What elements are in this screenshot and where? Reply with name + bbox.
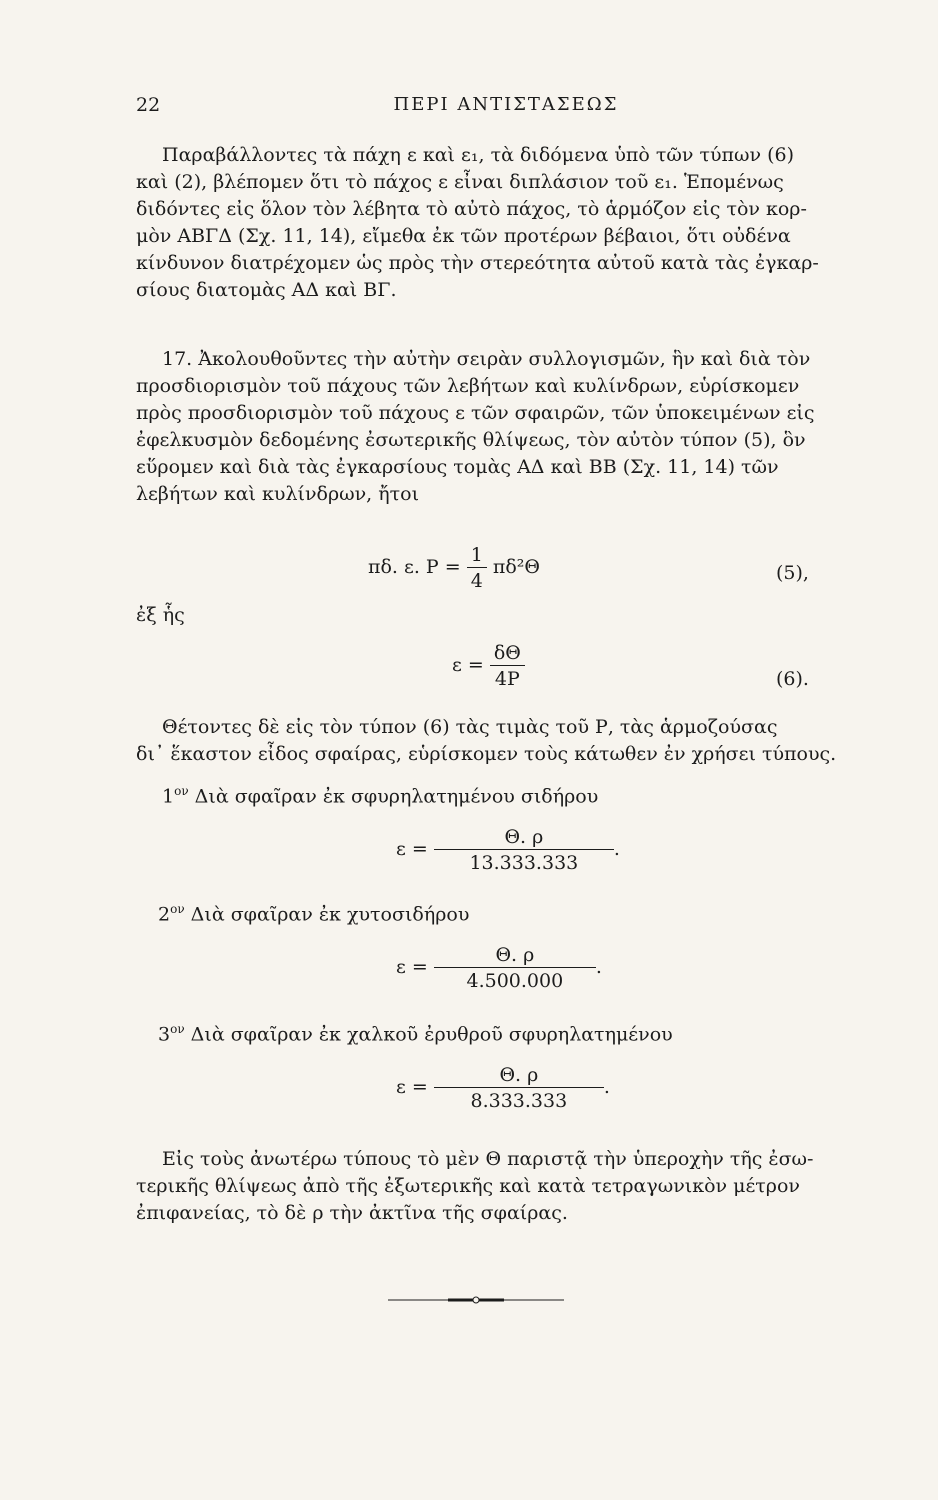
case-ordinal: 1 — [162, 785, 175, 808]
case-ordinal: 3 — [158, 1023, 171, 1046]
formula-6-lhs: ε = — [452, 654, 484, 676]
fraction-numerator: Θ. ρ — [434, 944, 596, 968]
fraction-denominator: 4Ρ — [494, 668, 520, 690]
formula-end: . — [595, 956, 602, 978]
case-ordinal-suffix: ον — [170, 902, 185, 916]
case-3-formula — [396, 1064, 610, 1112]
formula-fraction — [434, 1064, 604, 1112]
paragraph-line: καὶ (2), βλέπομεν ὅτι τὸ πάχος ε εἶναι διπλάσιον τοῦ ε₁. Ἑπομένως — [136, 171, 784, 193]
formula-end: . — [603, 1076, 610, 1098]
paragraph-line: διδόντες εἰς ὅλον τὸν λέβητα τὸ αὐτὸ πάχος, τὸ ἁρμόζον εἰς τὸν κορ- — [136, 198, 807, 220]
formula-end: . — [613, 838, 620, 860]
fraction-numerator: δΘ — [490, 642, 525, 666]
paragraph-line: προσδιορισμὸν τοῦ πάχους τῶν λεβήτων καὶ κυλίνδρων, εὑρίσκομεν — [136, 375, 800, 397]
paragraph-line: Θέτοντες δὲ εἰς τὸν τύπον (6) τὰς τιμὰς τοῦ Ρ, τὰς ἁρμοζούσας — [162, 716, 778, 738]
paragraph-17 — [136, 346, 874, 508]
paragraph-line: ἐφελκυσμὸν δεδομένης ἐσωτερικῆς θλίψεως, τὸν αὐτὸν τύπον (5), ὃν — [136, 429, 806, 451]
paragraph-line: δι᾽ ἕκαστον εἶδος σφαίρας, εὑρίσκομεν τοὺς κάτωθεν ἐν χρήσει τύπους. — [136, 743, 837, 765]
ornament-circle — [473, 1297, 479, 1303]
formula-6 — [452, 642, 525, 690]
case-2-heading — [158, 902, 469, 925]
paragraph-line: πρὸς προσδιορισμὸν τοῦ πάχους ε τῶν σφαιρῶν, τῶν ὑποκειμένων εἰς — [136, 402, 815, 424]
case-3-heading — [158, 1022, 673, 1045]
formula-6-fraction — [490, 642, 525, 690]
paragraph-line: ἐπιφανείας, τὸ δὲ ρ τὴν ἀκτῖνα τῆς σφαίρας. — [136, 1202, 568, 1224]
fraction-numerator: 1 — [467, 544, 487, 568]
paragraph-line: λεβήτων καὶ κυλίνδρων, ἤτοι — [136, 483, 420, 505]
paragraph-line: Εἰς τοὺς ἀνωτέρω τύπους τὸ μὲν Θ παριστᾷ τὴν ὑπεροχὴν τῆς ἐσω- — [162, 1148, 814, 1170]
formula-lhs: ε = — [396, 1076, 428, 1098]
case-text: Διὰ σφαῖραν ἐκ χαλκοῦ ἐρυθροῦ σφυρηλατημένου — [190, 1023, 673, 1046]
ex-hs-label: ἐξ ἧς — [136, 604, 185, 626]
equation-number-5: (5), — [776, 562, 809, 584]
case-ordinal-suffix: ον — [174, 784, 189, 798]
formula-fraction — [434, 944, 596, 992]
fraction-denominator: 13.333.333 — [469, 852, 579, 874]
fraction-numerator: Θ. ρ — [434, 826, 614, 850]
case-1-heading — [162, 784, 598, 807]
case-text: Διὰ σφαῖραν ἐκ χυτοσιδήρου — [190, 903, 470, 926]
case-ordinal-suffix: ον — [170, 1022, 185, 1036]
fraction-numerator: Θ. ρ — [434, 1064, 604, 1088]
paragraph-line: κίνδυνον διατρέχομεν ὡς πρὸς τὴν στερεότητα αὐτοῦ κατὰ τὰς ἐγκαρ- — [136, 252, 819, 274]
page-header — [136, 94, 876, 124]
formula-lhs: ε = — [396, 956, 428, 978]
paragraph-4 — [136, 1146, 874, 1227]
paragraph-line: εὕρομεν καὶ διὰ τὰς ἐγκαρσίους τομὰς ΑΔ καὶ ΒΒ (Σχ. 11, 14) τῶν — [136, 456, 779, 478]
case-ordinal: 2 — [158, 903, 171, 926]
paragraph-line: μὸν ΑΒΓΔ (Σχ. 11, 14), εἴμεθα ἐκ τῶν προτέρων βέβαιοι, ὅτι οὐδένα — [136, 225, 791, 247]
formula-lhs: ε = — [396, 838, 428, 860]
formula-fraction — [434, 826, 614, 874]
paragraph-3 — [136, 714, 874, 768]
paragraph-1 — [136, 142, 874, 304]
case-text: Διὰ σφαῖραν ἐκ σφυρηλατημένου σιδήρου — [194, 785, 599, 808]
fraction-denominator: 4.500.000 — [466, 970, 564, 992]
paragraph-line: σίους διατομὰς ΑΔ καὶ ΒΓ. — [136, 279, 397, 301]
fraction-denominator: 8.333.333 — [470, 1090, 568, 1112]
equation-number-6: (6). — [776, 668, 809, 690]
formula-5-lhs: πδ. ε. Ρ = — [368, 556, 461, 578]
page-number: 22 — [136, 94, 161, 116]
running-head: ΠΕΡΙ ΑΝΤΙΣΤΑΣΕΩΣ — [393, 94, 619, 115]
paragraph-line: 17. Ἀκολουθοῦντες τὴν αὐτὴν σειρὰν συλλογισμῶν, ἣν καὶ διὰ τὸν — [162, 348, 811, 370]
paragraph-line: τερικῆς θλίψεως ἀπὸ τῆς ἐξωτερικῆς καὶ κατὰ τετραγωνικὸν μέτρον — [136, 1175, 800, 1197]
formula-5-rhs: πδ²Θ — [492, 556, 540, 578]
paragraph-line: Παραβάλλοντες τὰ πάχη ε καὶ ε₁, τὰ διδόμενα ὑπὸ τῶν τύπων (6) — [162, 144, 794, 166]
case-1-formula — [396, 826, 620, 874]
fraction-denominator: 4 — [470, 570, 483, 592]
formula-5 — [368, 544, 540, 592]
end-ornament — [388, 1296, 564, 1304]
case-2-formula — [396, 944, 602, 992]
formula-5-fraction — [467, 544, 487, 592]
